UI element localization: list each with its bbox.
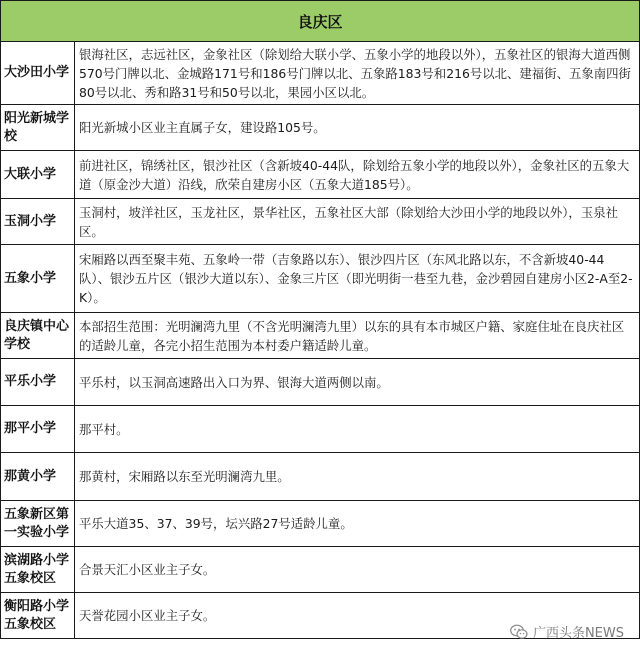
watermark-text: 广西头条NEWS	[532, 626, 624, 641]
school-name: 衡阳路小学五象校区	[1, 593, 75, 639]
enrollment-area: 平乐村，以玉洞高速路出入口为界、银海大道两侧以南。	[75, 359, 640, 406]
enrollment-area: 本部招生范围：光明澜湾九里（不含光明澜湾九里）以东的具有本市城区户籍、家庭住址在良庆社区的适龄儿童，各完小招生范围为本村委户籍适龄儿童。	[75, 313, 640, 359]
table-header-row	[1, 1, 640, 42]
table-row	[1, 199, 640, 245]
school-name: 大沙田小学	[1, 42, 75, 105]
table-row	[1, 313, 640, 359]
district-title: 良庆区	[1, 1, 640, 42]
school-name: 平乐小学	[1, 359, 75, 406]
table-row	[1, 406, 640, 453]
table-row	[1, 151, 640, 199]
enrollment-area: 那平村。	[75, 406, 640, 453]
school-name: 滨湖路小学五象校区	[1, 547, 75, 593]
enrollment-area: 银海社区，志远社区，金象社区（除划给大联小学、五象小学的地段以外），五象社区的银海大道西侧570号门牌以北、金城路171号和186号门牌以北、五象路183号和216号以北、建福街、五象南四街80号以北、秀和路31号和50号以北，果园小区以北。	[75, 42, 640, 105]
school-name: 良庆镇中心学校	[1, 313, 75, 359]
wechat-icon	[510, 624, 528, 640]
table-row	[1, 501, 640, 547]
school-name: 阳光新城学校	[1, 105, 75, 151]
school-name: 玉洞小学	[1, 199, 75, 245]
enrollment-area: 阳光新城小区业主直属子女，建设路105号。	[75, 105, 640, 151]
table-row	[1, 42, 640, 105]
school-name: 那平小学	[1, 406, 75, 453]
enrollment-area: 宋厢路以西至聚丰苑、五象岭一带（吉象路以东）、银沙四片区（东风北路以东，不含新坡40-44队）、银沙五片区（银沙大道以东）、金象三片区（即光明街一巷至九巷，金沙碧园自建房小区2-A至2-K）。	[75, 245, 640, 313]
enrollment-area: 那黄村，宋厢路以东至光明澜湾九里。	[75, 453, 640, 501]
enrollment-area: 天誉花园小区业主子女。	[75, 593, 640, 639]
table-row	[1, 547, 640, 593]
enrollment-area: 平乐大道35、37、39号，坛兴路27号适龄儿童。	[75, 501, 640, 547]
table-row	[1, 245, 640, 313]
enrollment-area: 前进社区，锦绣社区，银沙社区（含新坡40-44队，除划给五象小学的地段以外），金象社区的五象大道（原金沙大道）沿线，欣荣自建房小区（五象大道185号）。	[75, 151, 640, 199]
school-name: 五象新区第一实验小学	[1, 501, 75, 547]
enrollment-area: 合景天汇小区业主子女。	[75, 547, 640, 593]
table-row	[1, 359, 640, 406]
school-name: 大联小学	[1, 151, 75, 199]
table-row	[1, 105, 640, 151]
enrollment-area: 玉洞村，坡洋社区，玉龙社区，景华社区，五象社区大部（除划给大沙田小学的地段以外），玉泉社区。	[75, 199, 640, 245]
watermark	[510, 622, 624, 641]
school-name: 五象小学	[1, 245, 75, 313]
school-name: 那黄小学	[1, 453, 75, 501]
table-row	[1, 453, 640, 501]
